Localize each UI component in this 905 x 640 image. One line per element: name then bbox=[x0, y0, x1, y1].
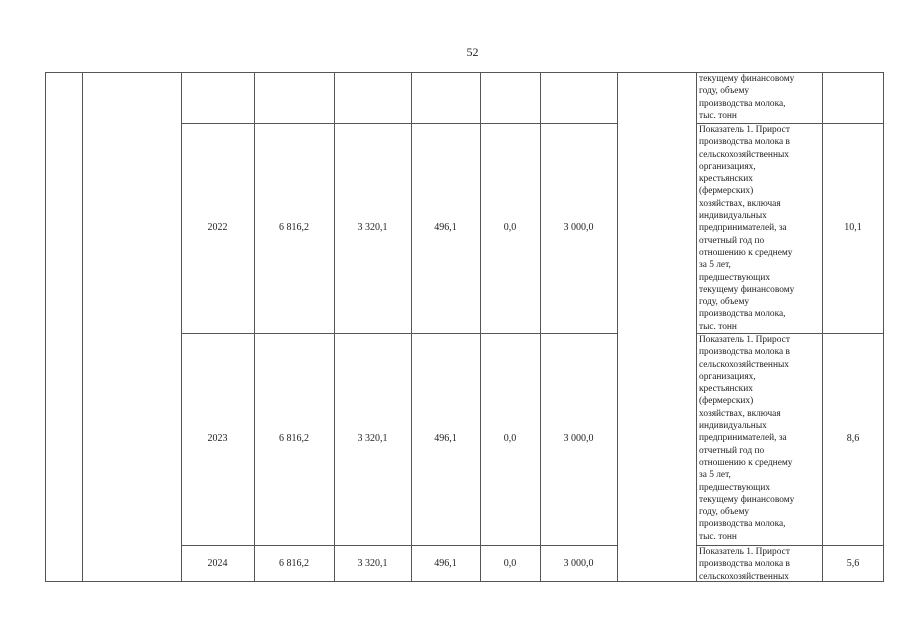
value-e-cell: 3 000,0 bbox=[563, 222, 594, 233]
row-line-2a bbox=[181, 333, 618, 334]
indicator-value: 10,1 bbox=[844, 222, 862, 233]
col-line-4 bbox=[334, 72, 335, 582]
col-line-5 bbox=[411, 72, 412, 582]
value-e-cell: 3 000,0 bbox=[563, 558, 594, 569]
col-line-6 bbox=[480, 72, 481, 582]
col-line-1 bbox=[82, 72, 83, 582]
row-line-3a bbox=[181, 545, 618, 546]
indicator-value: 8,6 bbox=[846, 433, 860, 444]
indicator-value: 5,6 bbox=[846, 558, 860, 569]
indicator-text: Показатель 1. Прирост производства молока в сельскохозяйственных bbox=[699, 547, 790, 582]
value-c-cell: 496,1 bbox=[434, 558, 457, 569]
value-d-cell: 0,0 bbox=[503, 222, 517, 233]
year-cell: 2024 bbox=[207, 558, 228, 569]
col-line-9 bbox=[696, 72, 697, 582]
value-c-cell: 496,1 bbox=[434, 222, 457, 233]
indicator-text: текущему финансовому году, объему производства молока, тыс. тонн bbox=[699, 74, 795, 121]
total-cell: 6 816,2 bbox=[279, 222, 309, 233]
value-d-cell: 0,0 bbox=[503, 558, 517, 569]
year-cell: 2023 bbox=[207, 433, 228, 444]
year-cell: 2022 bbox=[207, 222, 228, 233]
col-line-10 bbox=[822, 72, 823, 582]
value-b-cell: 3 320,1 bbox=[357, 222, 388, 233]
col-line-2 bbox=[181, 72, 182, 582]
row-line-1a bbox=[181, 123, 618, 124]
value-c-cell: 496,1 bbox=[434, 433, 457, 444]
value-d-cell: 0,0 bbox=[503, 433, 517, 444]
col-line-3 bbox=[254, 72, 255, 582]
col-line-8 bbox=[617, 72, 618, 582]
page-number: 52 bbox=[466, 45, 479, 59]
indicator-text: Показатель 1. Прирост производства молока в сельскохозяйственных организациях, крестьянских (фермерских) хозяйствах, включая индивидуальных предпринимателей, за отчетный год по отношению к среднему за 5 лет, предшествующих текущему финансовому году, объему производства молока, тыс. тонн bbox=[699, 125, 795, 332]
total-cell: 6 816,2 bbox=[279, 558, 309, 569]
value-e-cell: 3 000,0 bbox=[563, 433, 594, 444]
col-line-7 bbox=[540, 72, 541, 582]
value-b-cell: 3 320,1 bbox=[357, 558, 388, 569]
value-b-cell: 3 320,1 bbox=[357, 433, 388, 444]
total-cell: 6 816,2 bbox=[279, 433, 309, 444]
indicator-text: Показатель 1. Прирост производства молока в сельскохозяйственных организациях, крестьянских (фермерских) хозяйствах, включая индивидуальных предпринимателей, за отчетный год по отношению к среднему за 5 лет, предшествующих текущему финансовому году, объему производства молока, тыс. тонн bbox=[699, 335, 795, 542]
